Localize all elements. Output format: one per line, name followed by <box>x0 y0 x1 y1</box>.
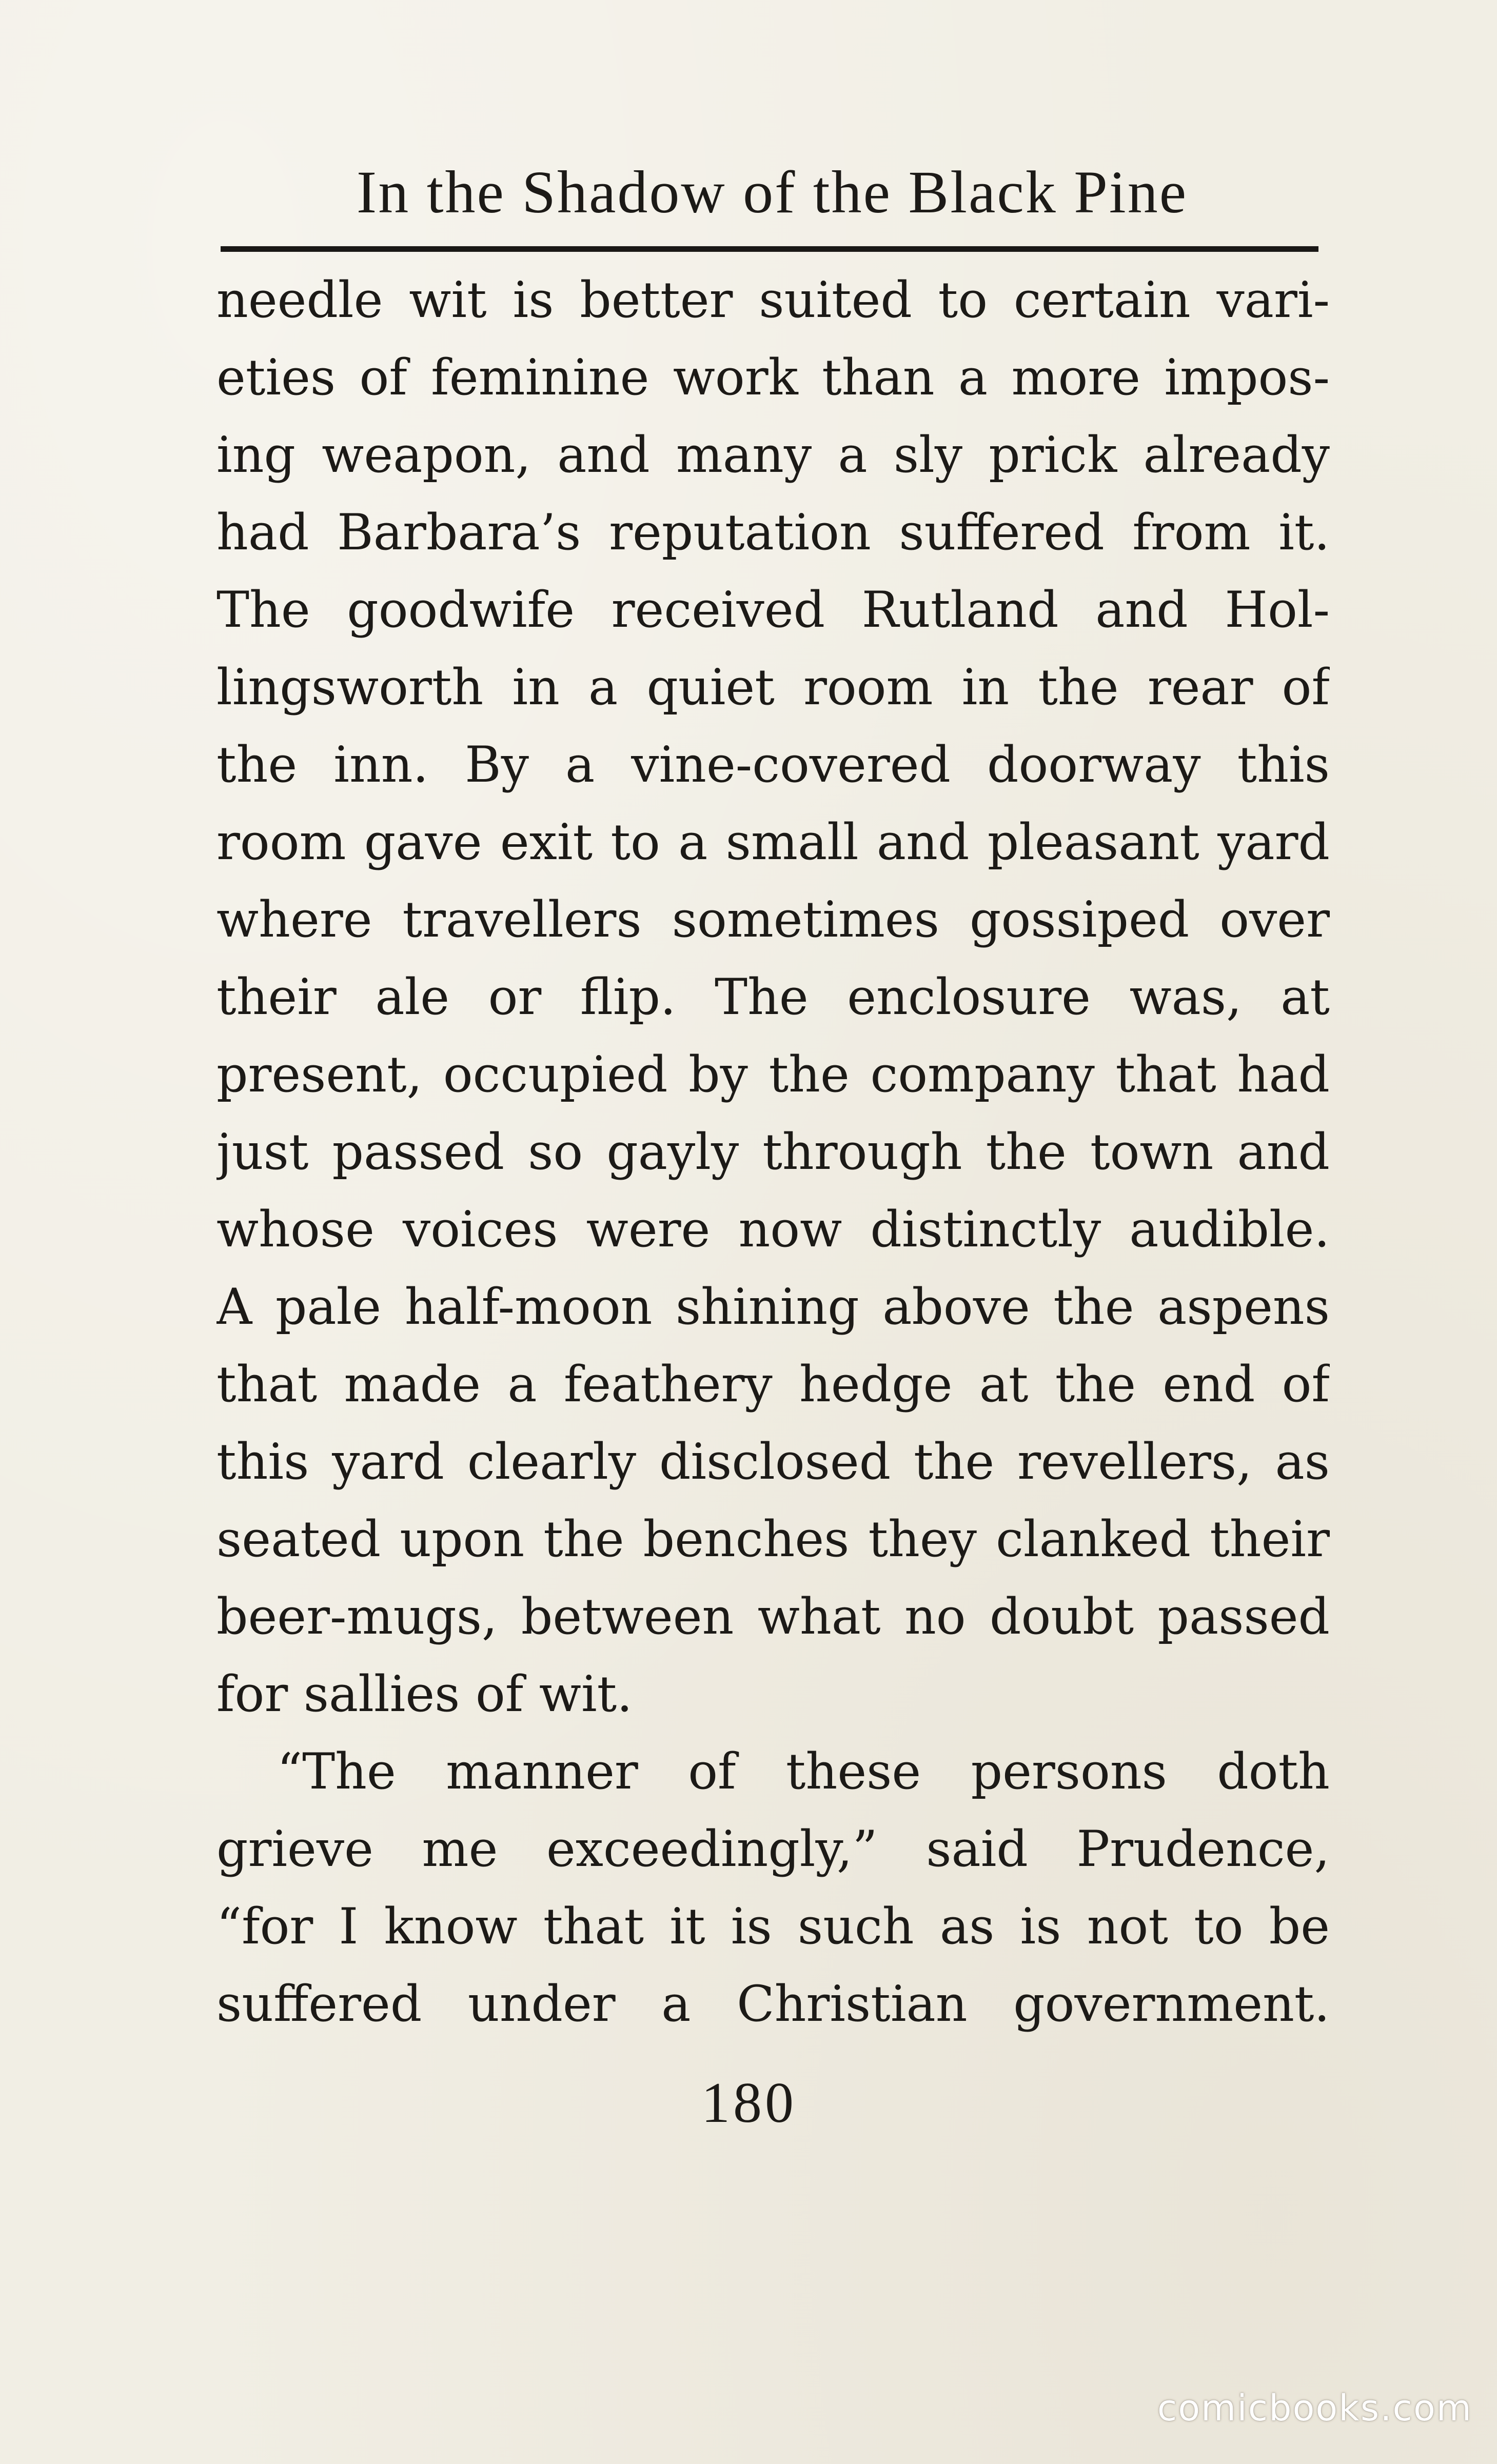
text-line: this yard clearly disclosed the revellers, as <box>216 1433 1330 1491</box>
body-text <box>216 262 1330 2043</box>
text-line: the inn. By a vine-covered doorway this <box>216 736 1330 793</box>
text-line: where travellers sometimes gossiped over <box>216 891 1330 948</box>
watermark: comicbooks.com <box>1157 2387 1472 2429</box>
text-line: grieve me exceedingly,” said Prudence, <box>216 1820 1330 1878</box>
text-line: their ale or flip. The enclosure was, at <box>216 968 1330 1026</box>
text-line: eties of feminine work than a more impos- <box>216 349 1330 406</box>
text-line: lingsworth in a quiet room in the rear of <box>216 659 1330 716</box>
page-number: 180 <box>701 2071 797 2135</box>
header-rule <box>221 246 1318 252</box>
text-line: just passed so gayly through the town and <box>216 1123 1330 1181</box>
text-line: The goodwife received Rutland and Hol- <box>216 581 1330 639</box>
text-line: beer-mugs, between what no doubt passed <box>216 1588 1330 1645</box>
text-line: room gave exit to a small and pleasant yard <box>216 813 1330 871</box>
text-line: ing weapon, and many a sly prick already <box>216 426 1330 484</box>
text-line: that made a feathery hedge at the end of <box>216 1356 1330 1413</box>
text-line: A pale half-moon shining above the aspens <box>216 1278 1330 1336</box>
text-line: whose voices were now distinctly audible. <box>216 1201 1330 1258</box>
text-line: for sallies of wit. <box>216 1665 633 1723</box>
text-line: had Barbara’s reputation suffered from it. <box>216 504 1330 561</box>
text-line: “The manner of these persons doth <box>277 1743 1330 1800</box>
text-line: “for I know that it is such as is not to be <box>216 1898 1330 1955</box>
text-line: needle wit is better suited to certain vari- <box>216 271 1330 329</box>
text-line: present, occupied by the company that had <box>216 1046 1330 1103</box>
running-head: In the Shadow of the Black Pine <box>356 158 1188 226</box>
text-line: seated upon the benches they clanked their <box>216 1511 1330 1568</box>
text-line: suffered under a Christian government. <box>216 1975 1330 2033</box>
